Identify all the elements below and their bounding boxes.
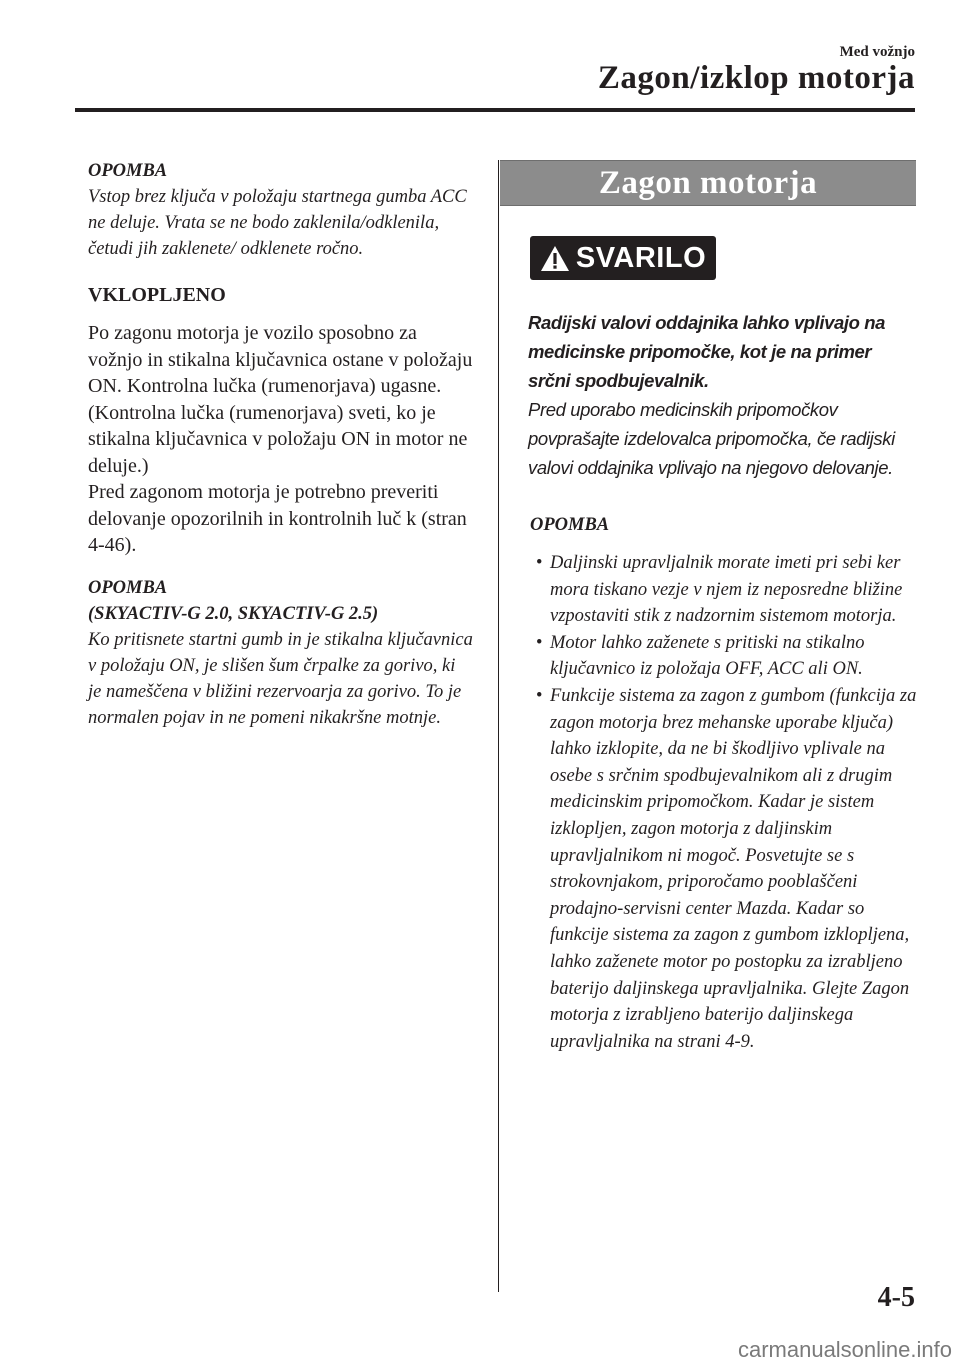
warning-text: Pred uporabo medicinskih pripomočkov povprašajte izdelovalca pripomočka, če radijski valovi oddajnika vplivajo na njegovo delovanje.	[528, 399, 895, 478]
list-item: • Daljinski upravljalnik morate imeti pri sebi ker mora tiskano vezje v njem iz neposredne bližine vzpostaviti stik z nadzornim sistemom motorja.	[536, 553, 903, 627]
warning-triangle-icon	[540, 245, 570, 272]
section-heading: VKLOPLJENO	[88, 284, 226, 306]
page-number: 4-5	[877, 1282, 915, 1313]
note-subheading: (SKYACTIV-G 2.0, SKYACTIV-G 2.5)	[88, 603, 379, 624]
note-text: Ko pritisnete startni gumb in je stikalna ključavnica v položaju ON, je slišen šum črpalke za gorivo, ki je nameščena v bližini rezervoarja za gorivo. To je normalen pojav in ne pomeni nikakršne motnje.	[88, 629, 473, 728]
note-text: Vstop brez ključa v položaju startnega gumba ACC ne deluje. Vrata se ne bodo zaklenila/odklenila, četudi jih zaklenete/ odklenete ročno.	[88, 187, 467, 259]
body-paragraph: Po zagonu motorja je vozilo sposobno za vožnjo in stikalna ključavnica ostane v položaju ON. Kontrolna lučka (rumenorjava) ugasne. (Kontrolna lučka (rumenorjava) sveti, ko je stikalna ključavnica v položaju ON in motor ne deluje.)	[88, 322, 473, 477]
column-divider	[498, 160, 499, 1292]
note-block	[88, 575, 473, 731]
note-heading: OPOMBA	[88, 161, 168, 181]
list-item: • Motor lahko zaženete s pritiski na stikalno ključavnico iz položaja OFF, ACC ali ON.	[536, 632, 865, 680]
right-column	[528, 160, 918, 1055]
chapter-label: Med vožnjo	[839, 44, 915, 60]
body-paragraph: Pred zagonom motorja je potrebno preveriti delovanje opozorilnih in kontrolnih luč k (stran 4-46).	[88, 481, 467, 556]
note-heading: OPOMBA	[530, 515, 610, 535]
header-rule	[75, 108, 915, 112]
watermark: carmanualsonline.info	[737, 1337, 952, 1362]
note-bullet-list	[528, 550, 918, 1055]
page-title: Zagon/izklop motorja	[597, 60, 915, 96]
section-banner: Zagon motorja	[500, 160, 916, 206]
warning-label-text: SVARILO	[575, 241, 707, 274]
warning-label	[530, 236, 716, 280]
list-item: • Funkcije sistema za zagon z gumbom (funkcija za zagon motorja brez mehanske uporabe ključa) lahko izklopite, da ne bi škodljivo vplivale na osebe s srčnim spodbujevalnikom ali z drugim medicinskim pripomočkom. Kadar je sistem izklopljen, zagon motorja z daljinskim upravljalnikom ni mogoč. Posvetujte se s strokovnjakom, priporočamo pooblaščeni prodajno-servisni center Mazda. Kadar so funkcije sistema za zagon z gumbom izklopljena, lahko zaženete motor po postopku za izrabljeno baterijo daljinskega upravljalnika. Glejte Zagon motorja z izrabljeno baterijo daljinskega upravljalnika na strani 4-9.	[536, 685, 917, 1052]
warning-bold-text: Radijski valovi oddajnika lahko vplivajo na medicinske pripomočke, kot je na primer srčni spodbujevalnik.	[528, 312, 886, 391]
left-column	[88, 158, 473, 731]
note-heading: OPOMBA	[88, 577, 168, 598]
